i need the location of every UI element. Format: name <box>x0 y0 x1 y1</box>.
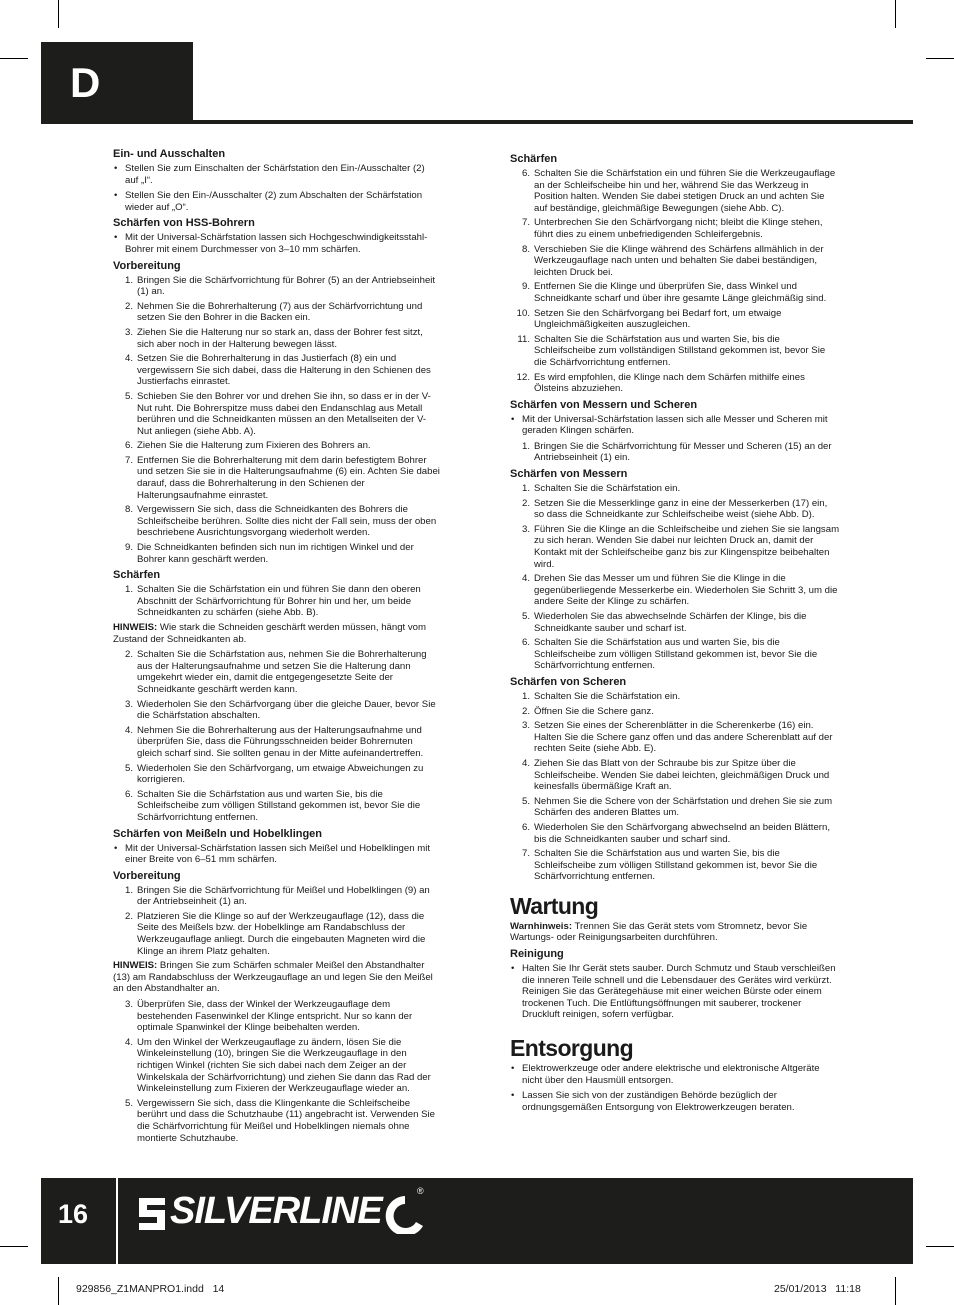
section-heading: Schärfen <box>113 569 161 582</box>
item-text: Um den Winkel der Werkzeugauflage zu ändern, lösen Sie die Winkeleinstellung (10), bringen Sie die Werkzeugauflage in den richtigen Winkel (richten Sie sich dabei nach dem Zeiger an der Winkelskala der Schärfvorrichtung) und ziehen Sie dann das Rad der Winkeleinstellung zum Fixieren der Werkzeugauflage wieder an. <box>137 1036 431 1095</box>
list-item: • Mit der Universal-Schärfstation lassen sich Meißel und Hobelklingen mit einer Breite von 6–51 mm schärfen. <box>113 843 440 866</box>
numbered-list <box>113 584 440 619</box>
item-number: 6. <box>521 168 530 179</box>
list-item <box>113 649 440 695</box>
item-number: 1. <box>124 884 133 896</box>
item-text: Setzen Sie die Bohrerhalterung in das Justierfach (8) ein und vergewissern Sie sich dabei, dass die Halterung in den Schienen des Justierfachs einrastet. <box>137 353 431 388</box>
section-heading: Schärfen <box>510 153 558 165</box>
numbered-list <box>510 168 840 395</box>
item-number: 5. <box>521 795 530 807</box>
item-text: Schalten Sie die Schärfstation aus und warten Sie, bis die Schleifscheibe zum völligen Stillstand gekommen ist, bevor Sie die Schärfvorrichtung entfernen. <box>534 637 818 672</box>
item-number: 8. <box>521 243 530 255</box>
bullet-list <box>510 414 840 437</box>
list-item <box>510 758 840 793</box>
item-number: 8. <box>124 504 133 516</box>
list-item: • Mit der Universal-Schärfstation lassen sich alle Messer und Scheren mit geraden Klingen schärfen. <box>510 414 840 437</box>
item-text: Setzen Sie den Schärfvorgang bei Bedarf fort, um etwaige Ungleichmäßigkeiten auszugleichen. <box>534 307 782 331</box>
item-text: Nehmen Sie die Bohrerhalterung aus der Halterungsaufnahme und überprüfen Sie, dass die Führungsschneiden beider Bohrernuten gleich scharf sind. Sie sollten genau in der Mitte aufeinandertreffen. <box>137 724 424 759</box>
crop-mark <box>895 1277 896 1305</box>
item-number: 3. <box>124 326 133 338</box>
list-item <box>113 789 440 824</box>
list-item <box>510 611 840 634</box>
item-text: Wiederholen Sie den Schärfvorgang über die gleiche Dauer, bevor Sie die Schärfstation abschalten. <box>137 698 436 722</box>
item-number: 4. <box>124 353 133 365</box>
list-item <box>510 244 840 279</box>
list-item <box>510 524 840 570</box>
numbered-list <box>113 649 440 823</box>
item-text: Schalten Sie die Schärfstation aus, nehmen Sie die Bohrerhalterung aus der Halterungsaufnahme und setzen Sie die Halterung dann umgekehrt wieder ein, damit die entgegengesetzte Seite der Schneidkante geschärft werden kann. <box>137 649 427 695</box>
list-item <box>510 441 840 464</box>
list-item <box>510 720 840 755</box>
item-text: Verschieben Sie die Klinge während des Schärfens allmählich in der Werkzeugauflage nach unten und behalten Sie dabei beständigen, leichten Druck bei. <box>534 243 824 278</box>
item-number: 4. <box>124 1036 133 1048</box>
item-number: 7. <box>521 848 530 860</box>
item-text: Schalten Sie die Schärfstation ein. <box>534 483 681 495</box>
item-text: Ziehen Sie die Halterung nur so stark an, dass der Bohrer fest sitzt, sich aber noch in der Halterung bewegen lässt. <box>137 326 423 350</box>
list-item <box>113 301 440 324</box>
crop-mark <box>58 0 59 28</box>
chapter-heading-entsorgung: Entsorgung <box>510 1035 634 1062</box>
list-item <box>113 1098 440 1144</box>
item-text: Überprüfen Sie, dass der Winkel der Werkzeugauflage dem bestehenden Fasenwinkel der Klinge entspricht. Nur so kann der optimale Spanwinkel der Klinge beibehalten werden. <box>137 999 413 1034</box>
list-item <box>113 999 440 1034</box>
item-number: 2. <box>124 910 133 922</box>
bullet-list <box>510 963 840 1021</box>
item-text: Schalten Sie die Schärfstation aus und warten Sie, bis die Schleifscheibe zum völligen Stillstand gekommen ist, bevor Sie die Schärfvorrichtung entfernen. <box>137 788 421 823</box>
list-item <box>510 281 840 304</box>
list-item <box>113 885 440 908</box>
item-number: 3. <box>124 999 133 1011</box>
list-item: • Mit der Universal-Schärfstation lassen sich Hochgeschwindigkeitsstahl-Bohrer mit einem Durchmesser von 3–10 mm schärfen. <box>113 232 440 255</box>
section-heading: Reinigung <box>510 948 564 961</box>
page-number: 16 <box>58 1199 89 1229</box>
item-number: 1. <box>521 483 530 495</box>
list-item <box>113 391 440 437</box>
list-item <box>510 334 840 369</box>
item-number: 3. <box>521 523 530 535</box>
file-slug: 929856_Z1MANPRO1.indd 14 <box>76 1283 225 1295</box>
item-number: 2. <box>521 705 530 717</box>
list-item <box>113 584 440 619</box>
item-text: Setzen Sie eines der Scherenblätter in die Scherenkerbe (16) ein. Halten Sie die Schere ganz offen und das andere Scherenblatt auf der rechten Seite (siehe Abb. E). <box>534 720 833 755</box>
list-item <box>113 911 440 957</box>
item-number: 5. <box>521 611 530 622</box>
note <box>113 622 440 645</box>
item-number: 1. <box>124 274 133 286</box>
language-letter: D <box>70 59 101 106</box>
item-number: 3. <box>124 698 133 710</box>
crop-mark <box>895 0 896 28</box>
item-text: Setzen Sie die Messerklinge ganz in eine der Messerkerben (17) ein, so dass die Schneidkante zur Schleifscheibe weist (siehe Abb. D). <box>534 497 828 521</box>
list-item <box>510 848 840 883</box>
section-heading: Vorbereitung <box>113 259 181 272</box>
section-heading: Schärfen von Messern und Scheren <box>510 398 698 411</box>
item-number: 6. <box>124 788 133 800</box>
numbered-list <box>113 999 440 1144</box>
item-number: 9. <box>521 281 530 293</box>
list-item <box>510 637 840 672</box>
item-text: Schalten Sie die Schärfstation ein und führen Sie dann den oberen Abschnitt der Schärfvorrichtung für Bohrer hin und her, um beide Schneidkanten zu schärfen (siehe Abb. B). <box>137 584 421 619</box>
crop-mark <box>0 58 28 59</box>
item-text: Schalten Sie die Schärfstation ein und führen Sie die Werkzeugauflage an der Schleifscheibe hin und her, während Sie das Werkzeug in Position halten. Wenden Sie dabei stetigen Druck an und achten Sie auf beständige, gleichmäßige Bewegungen (siehe Abb. C). <box>534 168 836 214</box>
right-column <box>510 153 840 1117</box>
item-number: 1. <box>521 690 530 702</box>
item-text: Nehmen Sie die Bohrerhalterung (7) aus der Schärfvorrichtung und setzen Sie den Bohrer in die Backen ein. <box>137 300 423 324</box>
section-heading: Schärfen von Meißeln und Hobelklingen <box>113 827 323 840</box>
item-text: Schalten Sie die Schärfstation aus und warten Sie, bis die Schleifscheibe zum völligen Stillstand gekommen ist, bevor Sie die Schärfvorrichtung entfernen. <box>534 848 818 883</box>
item-number: 4. <box>521 757 530 769</box>
item-number: 5. <box>124 390 133 402</box>
item-number: 2. <box>521 497 530 509</box>
left-column <box>113 148 440 1147</box>
crop-mark <box>926 58 954 59</box>
section-heading: Schärfen von HSS-Bohrern <box>113 217 255 230</box>
item-text: Ziehen Sie das Blatt von der Schraube bis zur Spitze über die Schleifscheibe. Wenden Sie dabei leichten, gleichmäßigen Druck und keinesfalls übermäßige Kraft an. <box>534 757 830 793</box>
item-text: Entfernen Sie die Bohrerhalterung mit dem darin befestigtem Bohrer und setzen Sie sie in die Halterungsaufnahme (6) ein. Achten Sie dabei darauf, dass die Bohrerhalterung in den Schienen der Halterungsaufnahme einrastet. <box>137 454 440 501</box>
note-text: Trennen Sie das Gerät stets vom Stromnetz, bevor Sie Wartungs- oder Reinigungsarbeiten durchführen. <box>510 920 808 944</box>
note-label: HINWEIS: <box>113 960 158 972</box>
crop-mark <box>0 1246 28 1247</box>
list-item: • Elektrowerkzeuge oder andere elektrische und elektronische Altgeräte nicht über den Hausmüll entsorgen. <box>510 1063 840 1086</box>
list-item <box>113 763 440 786</box>
item-text: Vergewissern Sie sich, dass die Klingenkante die Schleifscheibe berührt und dass die Schutzhaube (11) angebracht ist. Verwenden Sie die Schärfvorrichtung für Meißel und Hobelklingen niemals ohne montierte Schutzhaube. <box>137 1097 435 1144</box>
item-text: Schalten Sie die Schärfstation aus und warten Sie, bis die Schleifscheibe zum vollständigen Stillstand gekommen ist, bevor Sie die Schärfvorrichtung entfernen. <box>534 333 826 368</box>
list-item <box>510 706 840 718</box>
item-text: Schieben Sie den Bohrer vor und drehen Sie ihn, so dass er in der V-Nut ruht. Die Bohrerspitze muss dabei den Endanschlag aus Metall berühren und die Schneidkanten müssen an den Metallseiten der V-Nut anliegen (siehe Abb. A). <box>137 390 431 437</box>
note-label: Warnhinweis: <box>510 920 573 932</box>
list-item <box>113 353 440 388</box>
item-text: Wiederholen Sie das abwechselnde Schärfen der Klinge, bis die Schneidkante sauber und scharf ist. <box>534 611 807 634</box>
date-slug: 25/01/2013 11:18 <box>774 1283 861 1295</box>
list-item <box>510 372 840 395</box>
crop-mark <box>926 1246 954 1247</box>
item-number: 5. <box>124 762 133 774</box>
item-text: Bringen Sie die Schärfvorrichtung für Messer und Scheren (15) an der Antriebseinheit (1) ein. <box>534 440 832 464</box>
list-item <box>113 455 440 501</box>
note-text: Bringen Sie zum Schärfen schmaler Meißel den Abstandhalter (13) am Randabschluss der Werkzeugauflage an und legen Sie den Meißel an den Abstandhalter an. <box>113 960 433 995</box>
item-number: 4. <box>521 573 530 585</box>
note <box>113 960 440 995</box>
item-text: Öffnen Sie die Schere ganz. <box>534 705 654 717</box>
item-text: Wiederholen Sie den Schärfvorgang, um etwaige Abweichungen zu korrigieren. <box>137 762 424 786</box>
item-number: 12. <box>516 371 530 383</box>
item-text: Ziehen Sie die Halterung zum Fixieren des Bohrers an. <box>137 440 371 452</box>
note-text: Wie stark die Schneiden geschärft werden müssen, hängt vom Zustand der Schneidkanten ab. <box>113 622 427 645</box>
list-item: • Stellen Sie zum Einschalten der Schärfstation den Ein-/Ausschalter (2) auf „I“. <box>113 163 440 186</box>
item-number: 3. <box>521 720 530 732</box>
item-text: Bringen Sie die Schärfvorrichtung für Bohrer (5) an der Antriebseinheit (1) an. <box>137 274 436 298</box>
list-item <box>510 168 840 214</box>
list-item <box>113 699 440 722</box>
bullet-list <box>113 232 440 255</box>
item-number: 10. <box>516 307 530 319</box>
list-item <box>510 483 840 495</box>
warning-note <box>510 921 840 944</box>
list-item <box>510 691 840 703</box>
item-number: 7. <box>124 454 133 466</box>
numbered-list <box>510 483 840 672</box>
bullet-list <box>113 163 440 213</box>
item-number: 9. <box>124 542 133 554</box>
list-item <box>113 440 440 452</box>
list-item <box>113 725 440 760</box>
item-text: Wiederholen Sie den Schärfvorgang abwechselnd an beiden Blättern, bis die Schneidkanten sauber und scharf sind. <box>534 821 831 845</box>
section-heading: Schärfen von Messern <box>510 468 628 481</box>
item-number: 11. <box>517 333 530 345</box>
list-item <box>510 822 840 845</box>
item-number: 1. <box>521 440 530 452</box>
list-item <box>510 217 840 240</box>
item-number: 4. <box>124 724 133 736</box>
item-text: Unterbrechen Sie den Schärfvorgang nicht; bleibt die Klinge stehen, führt dies zu einem unbefriedigenden Schleifergebnis. <box>534 217 823 240</box>
item-text: Drehen Sie das Messer um und führen Sie die Klinge in die gegenüberliegende Messerkerbe ein. Wiederholen Sie Schritt 3, um die andere Seite der Klinge zu schärfen. <box>534 573 838 608</box>
list-item <box>113 327 440 350</box>
list-item: • Stellen Sie den Ein-/Ausschalter (2) zum Abschalten der Schärfstation wieder auf „O“. <box>113 190 440 213</box>
item-text: Die Schneidkanten befinden sich nun im richtigen Winkel und der Bohrer kann geschärft werden. <box>137 542 414 565</box>
list-item <box>113 1037 440 1095</box>
numbered-list <box>113 885 440 958</box>
chapter-heading-wartung: Wartung <box>510 892 599 919</box>
item-number: 7. <box>521 217 530 229</box>
brand-wordmark: SILVERLINE <box>170 1190 382 1232</box>
item-text: Platzieren Sie die Klinge so auf der Werkzeugauflage (12), dass die Seite des Meißels bzw. der Hobelklinge am Randabschluss der Werkzeugauflage anliegt. Durch die eingebauten Magneten wird die Klinge an ihrem Platz gehalten. <box>137 910 426 957</box>
item-text: Es wird empfohlen, die Klinge nach dem Schärfen mithilfe eines Ölsteins abzuziehen. <box>534 371 805 395</box>
footer-divider <box>116 1178 118 1264</box>
bullet-list <box>113 843 440 866</box>
list-item <box>510 796 840 819</box>
item-text: Vergewissern Sie sich, dass die Schneidkanten des Bohrers die Schleifscheibe berühren. Sollte dies nicht der Fall sein, muss der oben beschriebene Ausrichtungsvorgang wiederholt werden. <box>137 504 437 539</box>
item-text: Nehmen Sie die Schere von der Schärfstation und drehen Sie sie zum Schärfen des anderen Blattes um. <box>534 795 833 819</box>
list-item <box>510 308 840 331</box>
language-tab <box>41 42 193 124</box>
list-item: • Lassen Sie sich von der zuständigen Behörde bezüglich der ordnungsgemäßen Entsorgung von Elektrowerkzeugen beraten. <box>510 1090 840 1113</box>
registered-mark: ® <box>417 1186 424 1196</box>
item-number: 6. <box>521 637 530 649</box>
item-text: Entfernen Sie die Klinge und überprüfen Sie, dass Winkel und Schneidkante scharf und über ihre gesamte Länge gleichmäßig sind. <box>534 281 827 304</box>
list-item <box>113 275 440 298</box>
item-number: 6. <box>124 440 133 452</box>
item-number: 2. <box>124 300 133 312</box>
item-number: 6. <box>521 821 530 833</box>
note-label: HINWEIS: <box>113 622 158 633</box>
item-text: Schalten Sie die Schärfstation ein. <box>534 690 681 702</box>
bullet-list <box>510 1063 840 1113</box>
item-number: 2. <box>124 649 133 661</box>
section-heading: Schärfen von Scheren <box>510 675 627 688</box>
item-text: Führen Sie die Klinge an die Schleifscheibe und ziehen Sie sie langsam zu sich heran. Wenden Sie dabei nur leichten Druck an, damit der Kontakt mit der Schleifscheibe ganz bis zur Klingenspitze beibehalten wird. <box>534 523 840 570</box>
crop-mark <box>58 1277 59 1305</box>
numbered-list <box>510 691 840 883</box>
list-item <box>113 504 440 539</box>
list-item: • Halten Sie Ihr Gerät stets sauber. Durch Schmutz und Staub verschleißen die inneren Teile schnell und die Lebensdauer des Gerätes wird verkürzt. Reinigen Sie das Gerätegehäuse mit einer weichen Bürste oder einem trockenen Tuch. Die Entlüftungsöffnungen mit sauberer, trockener Druckluft reinigen, sofern verfügbar. <box>510 963 840 1021</box>
item-number: 5. <box>124 1097 133 1109</box>
header-rule <box>193 120 913 124</box>
item-number: 1. <box>124 584 133 596</box>
section-heading: Ein- und Ausschalten <box>113 148 226 160</box>
item-text: Bringen Sie die Schärfvorrichtung für Meißel und Hobelklingen (9) an der Antriebseinheit (1) an. <box>137 884 430 908</box>
numbered-list <box>113 275 440 566</box>
list-item <box>510 573 840 608</box>
list-item <box>113 542 440 565</box>
numbered-list <box>510 441 840 464</box>
list-item <box>510 498 840 521</box>
section-heading: Vorbereitung <box>113 869 181 882</box>
